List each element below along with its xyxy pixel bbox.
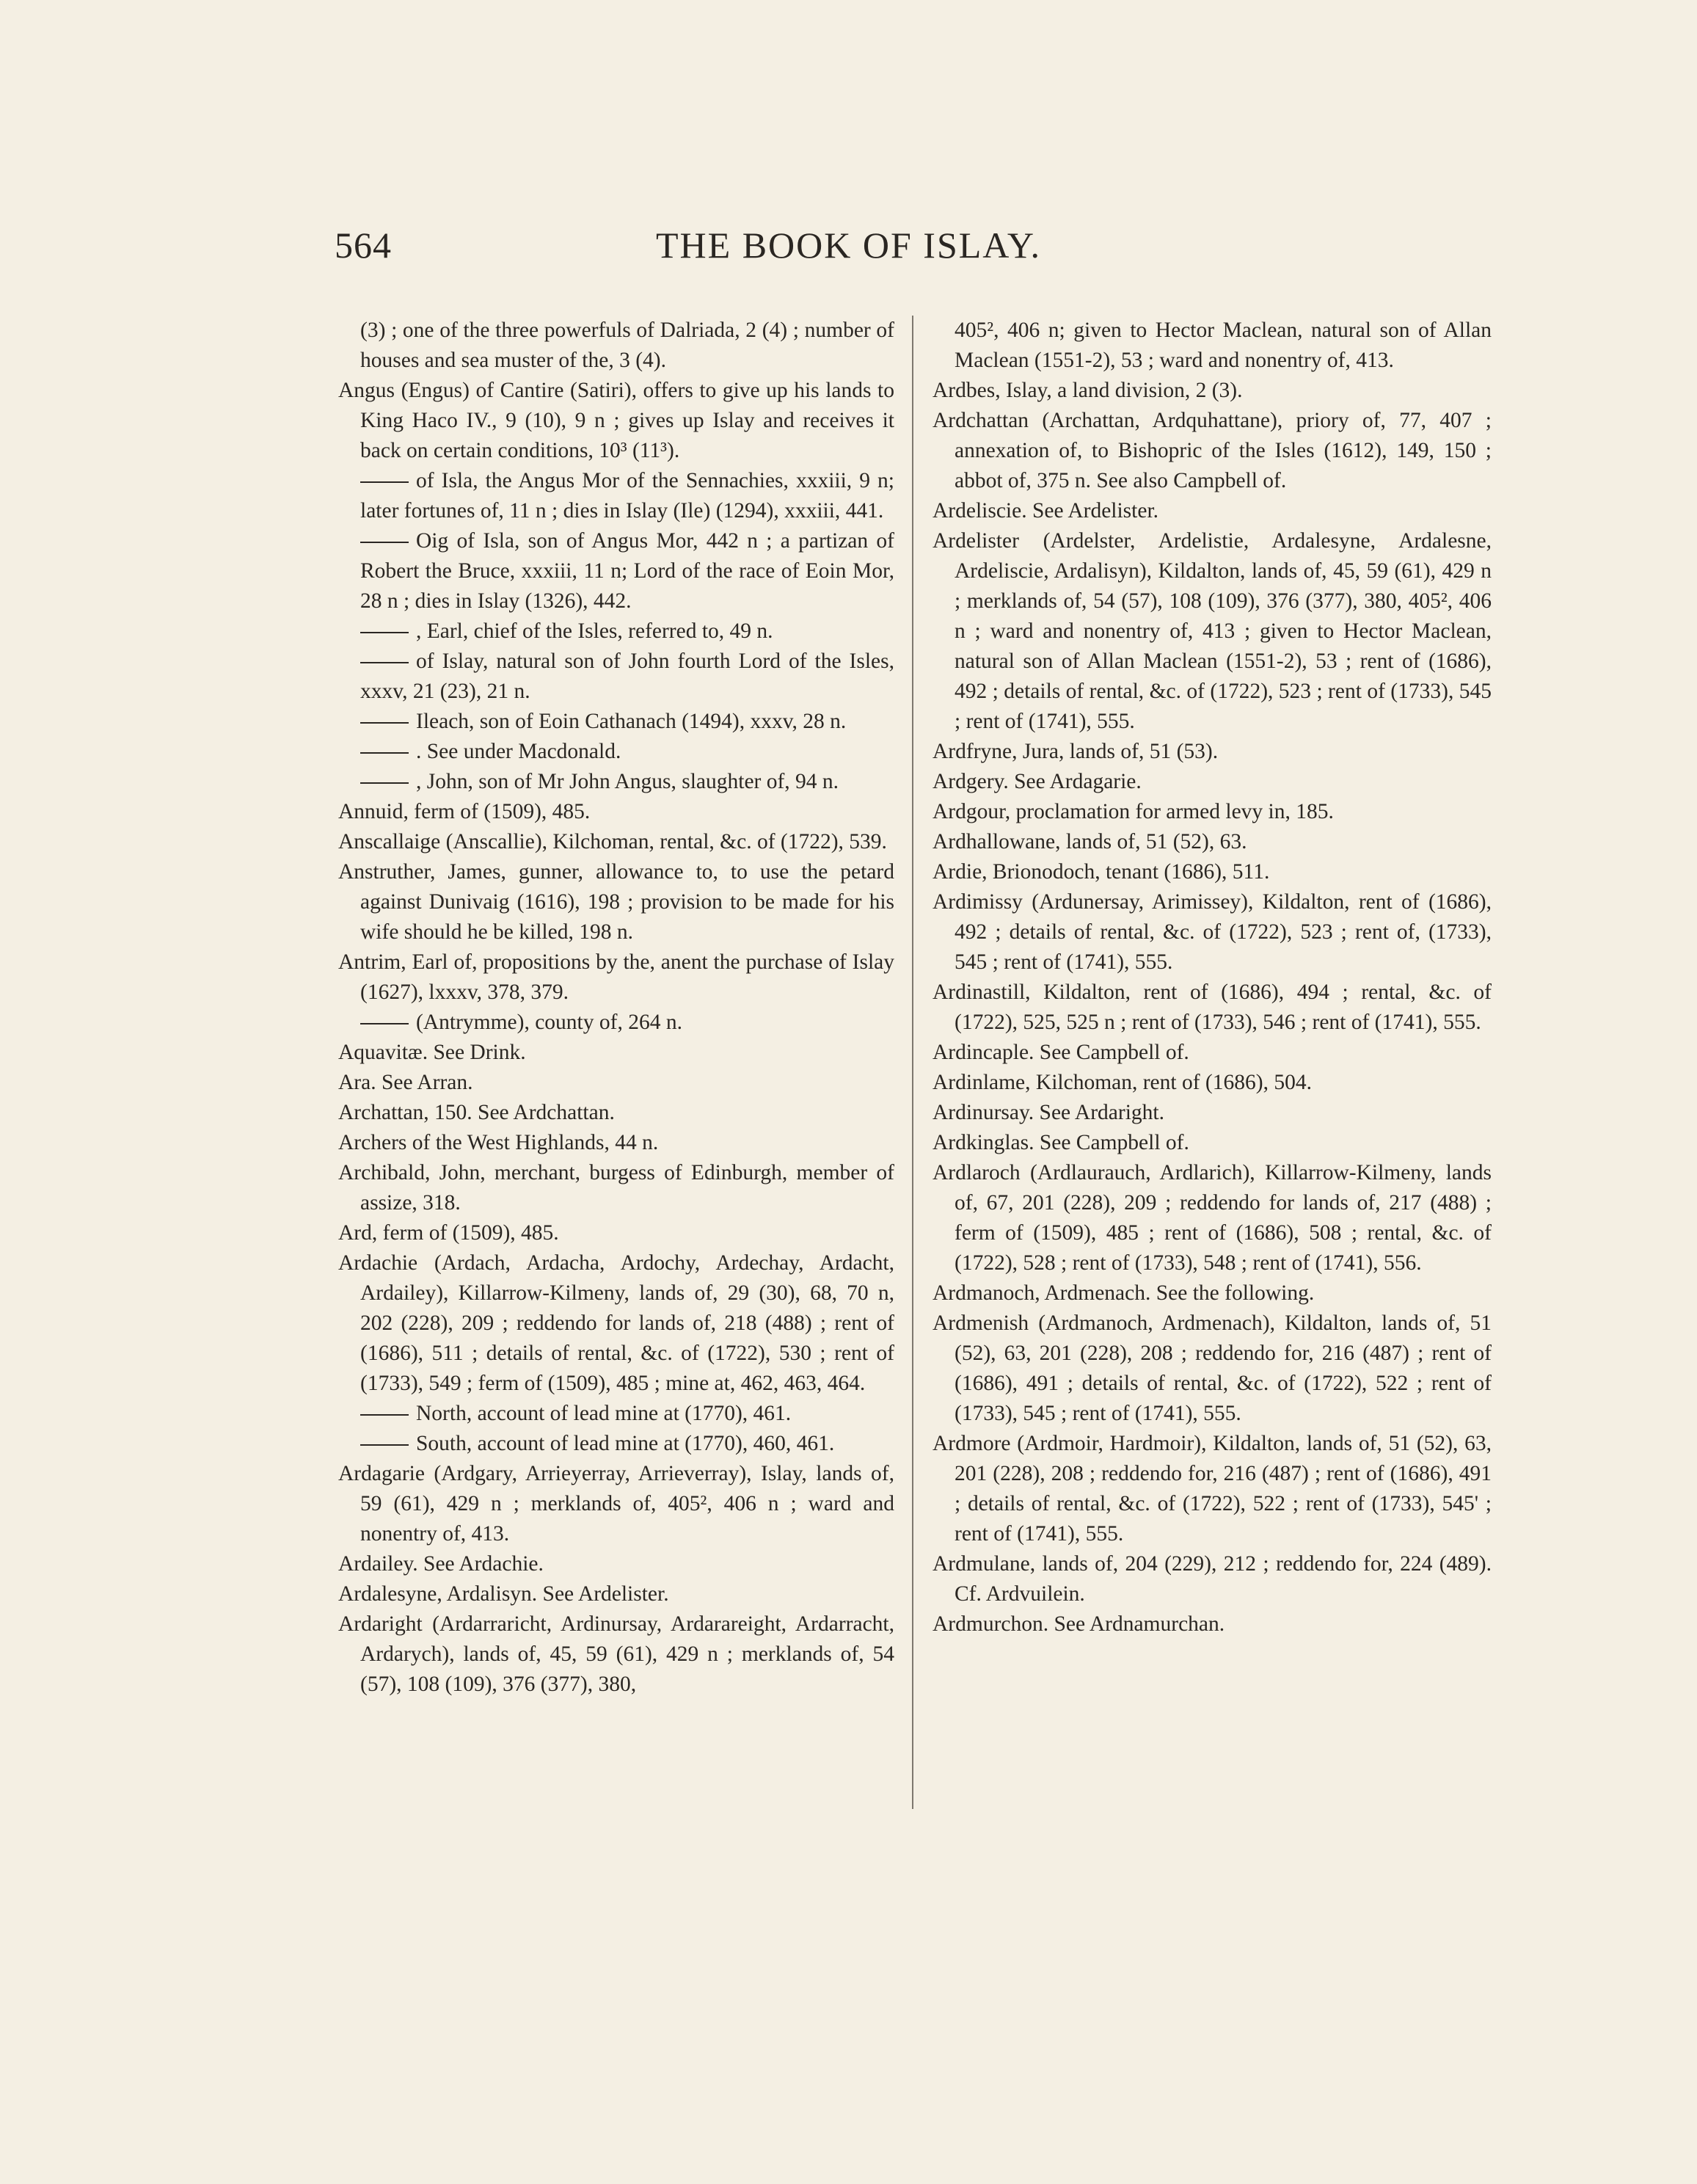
index-subentry <box>338 616 894 647</box>
index-entry <box>933 1068 1492 1098</box>
repeat-dash <box>360 722 409 724</box>
index-subentry <box>338 1429 894 1459</box>
repeat-dash <box>360 662 409 663</box>
index-subentry <box>338 466 894 526</box>
entry-text: North, account of lead mine at (1770), 461. <box>416 1402 792 1425</box>
entry-text: Ardachie (Ardach, Ardacha, Ardochy, Ardechay, Ardacht, Ardailey), Killarrow-Kilmeny, lands of, 29 (30), 68, 70 n, 202 (228), 209 ; reddendo for lands of, 218 (488) ; rent of (1686), 511 ; details of rental, &c. of (1722), 530 ; rent of (1733), 549 ; ferm of (1509), 485 ; mine at, 462, 463, 464. <box>338 1251 894 1395</box>
index-entry <box>933 1549 1492 1609</box>
entry-text: Ardmore (Ardmoir, Hardmoir), Kildalton, lands of, 51 (52), 63, 201 (228), 208 ; reddendo for, 216 (487) ; rent of (1686), 491 ; details of rental, &c. of (1722), 522 ; rent of (1733), 545' ; rent of (1741), 555. <box>933 1432 1492 1546</box>
index-entry <box>338 1579 894 1609</box>
entry-text: Ardmenish (Ardmanoch, Ardmenach), Kildalton, lands of, 51 (52), 63, 201 (228), 208 ; reddendo for, 216 (487) ; rent of (1686), 491 ; details of rental, &c. of (1722), 522 ; rent of (1733), 545 ; rent of (1741), 555. <box>933 1311 1492 1425</box>
index-entry <box>933 1038 1492 1068</box>
entry-text: Archattan, 150. See Ardchattan. <box>338 1101 615 1124</box>
repeat-dash <box>360 752 409 754</box>
entry-text: Ardinastill, Kildalton, rent of (1686), 494 ; rental, &c. of (1722), 525, 525 n ; rent of (1733), 546 ; rent of (1741), 555. <box>933 980 1492 1034</box>
index-subentry <box>338 1008 894 1038</box>
index-column-left <box>338 316 894 1700</box>
repeat-dash <box>360 1444 409 1446</box>
index-column-right <box>933 316 1492 1639</box>
index-entry <box>338 1218 894 1248</box>
index-entry <box>933 827 1492 857</box>
entry-text: South, account of lead mine at (1770), 460, 461. <box>416 1432 835 1455</box>
entry-text: Ardinursay. See Ardaright. <box>933 1101 1164 1124</box>
index-entry <box>338 1098 894 1128</box>
entry-text: of Isla, the Angus Mor of the Sennachies, xxxiii, 9 n; later fortunes of, 11 n ; dies in Islay (Ile) (1294), xxxiii, 441. <box>360 469 894 523</box>
entry-text: , John, son of Mr John Angus, slaughter of, 94 n. <box>416 770 839 793</box>
index-entry <box>338 797 894 827</box>
entry-text: Ardaright (Ardarraricht, Ardinursay, Ardarareight, Ardarracht, Ardarych), lands of, 45, 59 (61), 429 n ; merklands of, 54 (57), 108 (109), 376 (377), 380, <box>338 1612 894 1696</box>
index-entry <box>338 1068 894 1098</box>
index-entry <box>338 857 894 947</box>
index-entry <box>933 887 1492 978</box>
entry-text: Antrim, Earl of, propositions by the, anent the purchase of Islay (1627), lxxxv, 378, 379. <box>338 950 894 1004</box>
entry-text: Ardfryne, Jura, lands of, 51 (53). <box>933 740 1219 763</box>
index-entry <box>933 526 1492 737</box>
index-entry <box>338 1248 894 1399</box>
entry-text: Ileach, son of Eoin Cathanach (1494), xxxv, 28 n. <box>416 710 847 733</box>
column-divider <box>912 316 913 1809</box>
entry-text: Anscallaige (Anscallie), Kilchoman, rental, &c. of (1722), 539. <box>338 830 887 853</box>
index-entry <box>338 947 894 1008</box>
entry-text: Ardhallowane, lands of, 51 (52), 63. <box>933 830 1247 853</box>
repeat-dash <box>360 481 409 483</box>
index-subentry <box>338 1399 894 1429</box>
index-entry <box>338 1128 894 1158</box>
index-entry <box>933 1429 1492 1549</box>
index-subentry <box>338 767 894 797</box>
index-entry <box>933 316 1492 376</box>
entry-text: Ardmurchon. See Ardnamurchan. <box>933 1612 1225 1636</box>
entry-text: Ardagarie (Ardgary, Arrieyerray, Arrieverray), Islay, lands of, 59 (61), 429 n ; merklands of, 405², 406 n ; ward and nonentry of, 413. <box>338 1462 894 1546</box>
entry-text: Ardincaple. See Campbell of. <box>933 1041 1189 1064</box>
entry-text: Ardmulane, lands of, 204 (229), 212 ; reddendo for, 224 (489). Cf. Ardvuilein. <box>933 1552 1492 1606</box>
entry-text: , Earl, chief of the Isles, referred to, 49 n. <box>416 619 773 643</box>
repeat-dash <box>360 1414 409 1416</box>
entry-text: Ardchattan (Archattan, Ardquhattane), priory of, 77, 407 ; annexation of, to Bishopric of the Isles (1612), 149, 150 ; abbot of, 375 n. See also Campbell of. <box>933 409 1492 492</box>
index-entry <box>338 1549 894 1579</box>
index-entry <box>338 316 894 376</box>
index-entry <box>338 1158 894 1218</box>
entry-text: . See under Macdonald. <box>416 740 621 763</box>
index-entry <box>933 797 1492 827</box>
entry-text: Archers of the West Highlands, 44 n. <box>338 1131 659 1154</box>
repeat-dash <box>360 632 409 633</box>
entry-text: (Antrymme), county of, 264 n. <box>416 1011 682 1034</box>
index-entry <box>933 1098 1492 1128</box>
index-entry <box>933 406 1492 496</box>
index-entry <box>933 1308 1492 1429</box>
entry-text: Ardimissy (Ardunersay, Arimissey), Kildalton, rent of (1686), 492 ; details of rental, &c. of (1722), 523 ; rent of, (1733), 545 ; rent of (1741), 555. <box>933 890 1492 974</box>
index-entry <box>933 737 1492 767</box>
index-entry <box>933 767 1492 797</box>
entry-text: 405², 406 n; given to Hector Maclean, natural son of Allan Maclean (1551-2), 53 ; ward and nonentry of, 413. <box>955 318 1492 372</box>
index-entry <box>933 1158 1492 1278</box>
index-entry <box>338 1038 894 1068</box>
entry-text: Ardalesyne, Ardalisyn. See Ardelister. <box>338 1582 669 1606</box>
index-subentry <box>338 737 894 767</box>
entry-text: Annuid, ferm of (1509), 485. <box>338 800 591 823</box>
index-subentry <box>338 647 894 707</box>
entry-text: Ardmanoch, Ardmenach. See the following. <box>933 1281 1315 1305</box>
entry-text: Ardinlame, Kilchoman, rent of (1686), 504. <box>933 1071 1312 1094</box>
index-entry <box>338 1459 894 1549</box>
entry-text: Ardeliscie. See Ardelister. <box>933 499 1159 523</box>
entry-text: Ardailey. See Ardachie. <box>338 1552 544 1576</box>
entry-text: Ardlaroch (Ardlaurauch, Ardlarich), Killarrow-Kilmeny, lands of, 67, 201 (228), 209 ; reddendo for lands of, 217 (488) ; ferm of (1509), 485 ; rent of (1686), 508 ; rental, &c. of (1722), 528 ; rent of (1733), 548 ; rent of (1741), 556. <box>933 1161 1492 1275</box>
entry-text: Ardelister (Ardelster, Ardelistie, Ardalesyne, Ardalesne, Ardeliscie, Ardalisyn), Kildalton, lands of, 45, 59 (61), 429 n ; merklands of, 54 (57), 108 (109), 376 (377), 380, 405², 406 n ; ward and nonentry of, 413 ; given to Hector Maclean, natural son of Allan Maclean (1551-2), 53 ; rent of (1686), 492 ; details of rental, &c. of (1722), 523 ; rent of (1733), 545 ; rent of (1741), 555. <box>933 529 1492 733</box>
index-entry <box>933 496 1492 526</box>
entry-text: Ard, ferm of (1509), 485. <box>338 1221 559 1245</box>
index-entry <box>933 376 1492 406</box>
index-entry <box>338 827 894 857</box>
entry-text: Angus (Engus) of Cantire (Satiri), offers to give up his lands to King Haco IV., 9 (10), 9 n ; gives up Islay and receives it back on certain conditions, 10³ (11³). <box>338 379 894 462</box>
index-subentry <box>338 707 894 737</box>
entry-text: of Islay, natural son of John fourth Lord of the Isles, xxxv, 21 (23), 21 n. <box>360 649 894 703</box>
entry-text: Anstruther, James, gunner, allowance to, to use the petard against Dunivaig (1616), 198 ; provision to be made for his wife should he be killed, 198 n. <box>338 860 894 944</box>
running-head: THE BOOK OF ISLAY. <box>656 225 1041 266</box>
page-number: 564 <box>335 225 392 266</box>
entry-text: Aquavitæ. See Drink. <box>338 1041 526 1064</box>
entry-text: Ardbes, Islay, a land division, 2 (3). <box>933 379 1243 402</box>
entry-text: Ardkinglas. See Campbell of. <box>933 1131 1189 1154</box>
entry-text: Ara. See Arran. <box>338 1071 473 1094</box>
entry-text: (3) ; one of the three powerfuls of Dalriada, 2 (4) ; number of houses and sea muster of the, 3 (4). <box>360 318 894 372</box>
index-entry <box>933 857 1492 887</box>
index-entry <box>933 978 1492 1038</box>
entry-text: Ardgery. See Ardagarie. <box>933 770 1142 793</box>
index-subentry <box>338 526 894 616</box>
index-entry <box>338 1609 894 1700</box>
index-entry <box>933 1609 1492 1639</box>
repeat-dash <box>360 782 409 784</box>
entry-text: Oig of Isla, son of Angus Mor, 442 n ; a partizan of Robert the Bruce, xxxiii, 11 n; Lord of the race of Eoin Mor, 28 n ; dies in Islay (1326), 442. <box>360 529 894 613</box>
entry-text: Ardgour, proclamation for armed levy in, 185. <box>933 800 1334 823</box>
index-entry <box>933 1278 1492 1308</box>
entry-text: Archibald, John, merchant, burgess of Edinburgh, member of assize, 318. <box>338 1161 894 1215</box>
repeat-dash <box>360 542 409 543</box>
index-entry <box>933 1128 1492 1158</box>
entry-text: Ardie, Brionodoch, tenant (1686), 511. <box>933 860 1270 884</box>
repeat-dash <box>360 1023 409 1024</box>
index-entry <box>338 376 894 466</box>
